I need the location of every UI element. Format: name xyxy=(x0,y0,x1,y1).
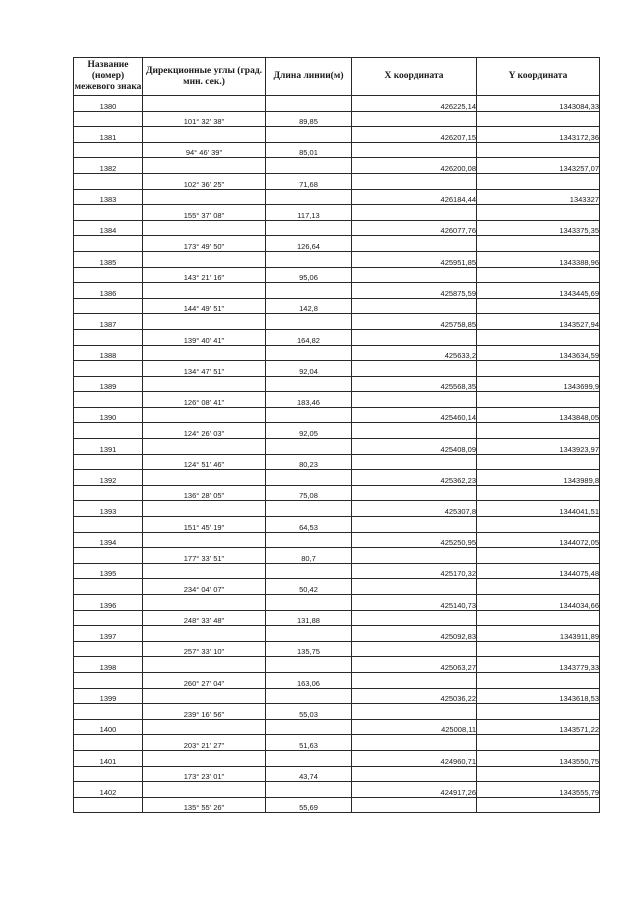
point-row xyxy=(74,563,600,579)
empty-cell xyxy=(477,142,600,158)
empty-cell xyxy=(266,657,352,673)
empty-cell xyxy=(477,485,600,501)
empty-cell xyxy=(352,361,477,377)
empty-cell xyxy=(143,158,266,174)
line-length: 142,8 xyxy=(266,298,352,314)
point-name: 1397 xyxy=(74,626,143,642)
empty-cell xyxy=(477,423,600,439)
point-name: 1386 xyxy=(74,283,143,299)
empty-cell xyxy=(266,470,352,486)
x-coordinate: 425307,8 xyxy=(352,501,477,517)
y-coordinate: 1344034,66 xyxy=(477,595,600,611)
segment-row xyxy=(74,517,600,533)
point-name: 1392 xyxy=(74,470,143,486)
line-length: 164,82 xyxy=(266,329,352,345)
empty-cell xyxy=(352,454,477,470)
direction-angle: 239° 16' 56" xyxy=(143,704,266,720)
direction-angle: 134° 47' 51" xyxy=(143,361,266,377)
empty-cell xyxy=(143,345,266,361)
y-coordinate: 1344072,05 xyxy=(477,532,600,548)
table-header-row xyxy=(74,58,600,96)
empty-cell xyxy=(477,579,600,595)
direction-angle: 124° 26' 03" xyxy=(143,423,266,439)
empty-cell xyxy=(352,610,477,626)
x-coordinate: 425092,83 xyxy=(352,626,477,642)
x-coordinate: 425063,27 xyxy=(352,657,477,673)
empty-cell xyxy=(352,641,477,657)
line-length: 55,03 xyxy=(266,704,352,720)
direction-angle: 101° 32' 38" xyxy=(143,111,266,127)
empty-cell xyxy=(477,205,600,221)
empty-cell xyxy=(143,189,266,205)
segment-row xyxy=(74,548,600,564)
empty-cell xyxy=(266,501,352,517)
point-name: 1385 xyxy=(74,251,143,267)
y-coordinate: 1343257,07 xyxy=(477,158,600,174)
empty-cell xyxy=(477,173,600,189)
x-coordinate: 425008,11 xyxy=(352,719,477,735)
empty-cell xyxy=(143,719,266,735)
point-row xyxy=(74,345,600,361)
point-row xyxy=(74,782,600,798)
x-coordinate: 425170,32 xyxy=(352,563,477,579)
x-coordinate: 426200,08 xyxy=(352,158,477,174)
y-coordinate: 1343327 xyxy=(477,189,600,205)
direction-angle: 136° 28' 05" xyxy=(143,485,266,501)
empty-cell xyxy=(266,158,352,174)
empty-cell xyxy=(143,314,266,330)
line-length: 50,42 xyxy=(266,579,352,595)
segment-row xyxy=(74,735,600,751)
point-name: 1388 xyxy=(74,345,143,361)
empty-cell xyxy=(143,595,266,611)
segment-row xyxy=(74,173,600,189)
empty-cell xyxy=(477,329,600,345)
direction-angle: 144° 49' 51" xyxy=(143,298,266,314)
empty-cell xyxy=(266,96,352,112)
empty-cell xyxy=(74,485,143,501)
line-length: 89,85 xyxy=(266,111,352,127)
segment-row xyxy=(74,392,600,408)
direction-angle: 124° 51' 46" xyxy=(143,454,266,470)
x-coordinate: 425951,85 xyxy=(352,251,477,267)
x-coordinate: 424960,71 xyxy=(352,750,477,766)
point-row xyxy=(74,719,600,735)
empty-cell xyxy=(352,392,477,408)
point-name: 1399 xyxy=(74,688,143,704)
direction-angle: 94° 46' 39" xyxy=(143,142,266,158)
y-coordinate: 1343779,33 xyxy=(477,657,600,673)
empty-cell xyxy=(352,672,477,688)
x-coordinate: 425633,2 xyxy=(352,345,477,361)
empty-cell xyxy=(352,236,477,252)
empty-cell xyxy=(74,142,143,158)
direction-angle: 139° 40' 41" xyxy=(143,329,266,345)
point-name: 1390 xyxy=(74,407,143,423)
direction-angle: 173° 49' 50" xyxy=(143,236,266,252)
empty-cell xyxy=(143,501,266,517)
point-name: 1402 xyxy=(74,782,143,798)
direction-angle: 143° 21' 16" xyxy=(143,267,266,283)
point-name: 1382 xyxy=(74,158,143,174)
empty-cell xyxy=(477,548,600,564)
segment-row xyxy=(74,610,600,626)
y-coordinate: 1343445,69 xyxy=(477,283,600,299)
empty-cell xyxy=(74,672,143,688)
point-row xyxy=(74,251,600,267)
empty-cell xyxy=(477,298,600,314)
y-coordinate: 1343911,89 xyxy=(477,626,600,642)
point-row xyxy=(74,283,600,299)
empty-cell xyxy=(74,205,143,221)
point-name: 1391 xyxy=(74,439,143,455)
line-length: 71,68 xyxy=(266,173,352,189)
y-coordinate: 1343848,05 xyxy=(477,407,600,423)
x-coordinate: 426184,44 xyxy=(352,189,477,205)
direction-angle: 177° 33' 51" xyxy=(143,548,266,564)
empty-cell xyxy=(352,704,477,720)
line-length: 80,7 xyxy=(266,548,352,564)
direction-angle: 126° 08' 41" xyxy=(143,392,266,408)
line-length: 95,06 xyxy=(266,267,352,283)
empty-cell xyxy=(266,439,352,455)
point-row xyxy=(74,626,600,642)
empty-cell xyxy=(477,797,600,813)
x-coordinate: 426077,76 xyxy=(352,220,477,236)
point-name: 1393 xyxy=(74,501,143,517)
point-row xyxy=(74,376,600,392)
empty-cell xyxy=(266,220,352,236)
empty-cell xyxy=(143,470,266,486)
direction-angle: 151° 45' 19" xyxy=(143,517,266,533)
empty-cell xyxy=(74,766,143,782)
point-row xyxy=(74,439,600,455)
empty-cell xyxy=(352,142,477,158)
empty-cell xyxy=(477,454,600,470)
point-name: 1396 xyxy=(74,595,143,611)
y-coordinate: 1343923,97 xyxy=(477,439,600,455)
point-row xyxy=(74,314,600,330)
segment-row xyxy=(74,142,600,158)
point-row xyxy=(74,407,600,423)
point-name: 1380 xyxy=(74,96,143,112)
header-direction-angles: Дирекционные углы (град. мин. сек.) xyxy=(143,58,266,96)
direction-angle: 234° 04' 07" xyxy=(143,579,266,595)
y-coordinate: 1343555,79 xyxy=(477,782,600,798)
segment-row xyxy=(74,672,600,688)
empty-cell xyxy=(143,626,266,642)
empty-cell xyxy=(266,407,352,423)
empty-cell xyxy=(143,532,266,548)
segment-row xyxy=(74,361,600,377)
line-length: 126,64 xyxy=(266,236,352,252)
empty-cell xyxy=(74,392,143,408)
x-coordinate: 425875,59 xyxy=(352,283,477,299)
coordinates-table xyxy=(73,57,600,813)
segment-row xyxy=(74,579,600,595)
empty-cell xyxy=(266,719,352,735)
header-line-length: Длина линии(м) xyxy=(266,58,352,96)
empty-cell xyxy=(266,376,352,392)
empty-cell xyxy=(143,283,266,299)
empty-cell xyxy=(143,251,266,267)
empty-cell xyxy=(143,782,266,798)
empty-cell xyxy=(74,236,143,252)
segment-row xyxy=(74,766,600,782)
y-coordinate: 1344041,51 xyxy=(477,501,600,517)
empty-cell xyxy=(477,704,600,720)
line-length: 117,13 xyxy=(266,205,352,221)
empty-cell xyxy=(352,485,477,501)
point-name: 1401 xyxy=(74,750,143,766)
point-row xyxy=(74,470,600,486)
direction-angle: 260° 27' 04" xyxy=(143,672,266,688)
y-coordinate: 1343388,96 xyxy=(477,251,600,267)
line-length: 51,63 xyxy=(266,735,352,751)
empty-cell xyxy=(74,361,143,377)
empty-cell xyxy=(477,517,600,533)
empty-cell xyxy=(143,407,266,423)
empty-cell xyxy=(477,735,600,751)
point-row xyxy=(74,657,600,673)
line-length: 131,88 xyxy=(266,610,352,626)
point-row xyxy=(74,688,600,704)
point-name: 1398 xyxy=(74,657,143,673)
empty-cell xyxy=(143,688,266,704)
empty-cell xyxy=(266,532,352,548)
empty-cell xyxy=(74,423,143,439)
empty-cell xyxy=(477,267,600,283)
empty-cell xyxy=(143,220,266,236)
point-name: 1381 xyxy=(74,127,143,143)
empty-cell xyxy=(266,345,352,361)
empty-cell xyxy=(143,127,266,143)
line-length: 43,74 xyxy=(266,766,352,782)
empty-cell xyxy=(477,392,600,408)
point-name: 1394 xyxy=(74,532,143,548)
point-name: 1384 xyxy=(74,220,143,236)
direction-angle: 135° 55' 26" xyxy=(143,797,266,813)
empty-cell xyxy=(74,517,143,533)
line-length: 80,23 xyxy=(266,454,352,470)
empty-cell xyxy=(477,610,600,626)
direction-angle: 257° 33' 10" xyxy=(143,641,266,657)
line-length: 163,06 xyxy=(266,672,352,688)
empty-cell xyxy=(74,111,143,127)
point-row xyxy=(74,158,600,174)
empty-cell xyxy=(352,579,477,595)
segment-row xyxy=(74,704,600,720)
direction-angle: 102° 36' 25" xyxy=(143,173,266,189)
segment-row xyxy=(74,454,600,470)
empty-cell xyxy=(477,641,600,657)
x-coordinate: 426225,14 xyxy=(352,96,477,112)
empty-cell xyxy=(143,439,266,455)
y-coordinate: 1343618,53 xyxy=(477,688,600,704)
empty-cell xyxy=(352,797,477,813)
empty-cell xyxy=(143,376,266,392)
x-coordinate: 425140,73 xyxy=(352,595,477,611)
point-row xyxy=(74,501,600,517)
direction-angle: 155° 37' 08" xyxy=(143,205,266,221)
x-coordinate: 425362,23 xyxy=(352,470,477,486)
segment-row xyxy=(74,111,600,127)
empty-cell xyxy=(352,173,477,189)
empty-cell xyxy=(143,563,266,579)
empty-cell xyxy=(352,517,477,533)
empty-cell xyxy=(74,641,143,657)
x-coordinate: 425036,22 xyxy=(352,688,477,704)
point-row xyxy=(74,127,600,143)
empty-cell xyxy=(266,314,352,330)
empty-cell xyxy=(266,283,352,299)
x-coordinate: 426207,15 xyxy=(352,127,477,143)
line-length: 92,04 xyxy=(266,361,352,377)
line-length: 183,46 xyxy=(266,392,352,408)
point-row xyxy=(74,595,600,611)
direction-angle: 203° 21' 27" xyxy=(143,735,266,751)
empty-cell xyxy=(74,267,143,283)
y-coordinate: 1343989,8 xyxy=(477,470,600,486)
y-coordinate: 1343527,94 xyxy=(477,314,600,330)
empty-cell xyxy=(74,548,143,564)
x-coordinate: 425250,95 xyxy=(352,532,477,548)
empty-cell xyxy=(74,329,143,345)
point-name: 1400 xyxy=(74,719,143,735)
point-row xyxy=(74,750,600,766)
empty-cell xyxy=(477,361,600,377)
point-row xyxy=(74,220,600,236)
y-coordinate: 1343172,36 xyxy=(477,127,600,143)
y-coordinate: 1343571,22 xyxy=(477,719,600,735)
line-length: 75,08 xyxy=(266,485,352,501)
line-length: 135,75 xyxy=(266,641,352,657)
line-length: 85,01 xyxy=(266,142,352,158)
point-name: 1389 xyxy=(74,376,143,392)
empty-cell xyxy=(352,205,477,221)
empty-cell xyxy=(74,704,143,720)
y-coordinate: 1344075,48 xyxy=(477,563,600,579)
empty-cell xyxy=(74,298,143,314)
x-coordinate: 425758,85 xyxy=(352,314,477,330)
x-coordinate: 425408,09 xyxy=(352,439,477,455)
empty-cell xyxy=(74,797,143,813)
line-length: 92,05 xyxy=(266,423,352,439)
empty-cell xyxy=(74,579,143,595)
segment-row xyxy=(74,423,600,439)
y-coordinate: 1343634,59 xyxy=(477,345,600,361)
empty-cell xyxy=(352,548,477,564)
line-length: 55,69 xyxy=(266,797,352,813)
direction-angle: 173° 23' 01" xyxy=(143,766,266,782)
empty-cell xyxy=(477,236,600,252)
empty-cell xyxy=(74,454,143,470)
empty-cell xyxy=(266,189,352,205)
empty-cell xyxy=(266,626,352,642)
y-coordinate: 1343375,35 xyxy=(477,220,600,236)
empty-cell xyxy=(477,672,600,688)
empty-cell xyxy=(352,329,477,345)
point-name: 1383 xyxy=(74,189,143,205)
empty-cell xyxy=(266,251,352,267)
empty-cell xyxy=(143,96,266,112)
empty-cell xyxy=(352,267,477,283)
empty-cell xyxy=(352,423,477,439)
segment-row xyxy=(74,267,600,283)
segment-row xyxy=(74,641,600,657)
empty-cell xyxy=(143,657,266,673)
segment-row xyxy=(74,797,600,813)
point-name: 1395 xyxy=(74,563,143,579)
segment-row xyxy=(74,329,600,345)
segment-row xyxy=(74,485,600,501)
x-coordinate: 425568,35 xyxy=(352,376,477,392)
y-coordinate: 1343550,75 xyxy=(477,750,600,766)
y-coordinate: 1343699,9 xyxy=(477,376,600,392)
point-row xyxy=(74,96,600,112)
empty-cell xyxy=(266,595,352,611)
empty-cell xyxy=(266,688,352,704)
x-coordinate: 425460,14 xyxy=(352,407,477,423)
empty-cell xyxy=(266,782,352,798)
line-length: 64,53 xyxy=(266,517,352,533)
empty-cell xyxy=(352,298,477,314)
empty-cell xyxy=(477,766,600,782)
point-name: 1387 xyxy=(74,314,143,330)
empty-cell xyxy=(74,173,143,189)
point-row xyxy=(74,532,600,548)
direction-angle: 248° 33' 48" xyxy=(143,610,266,626)
point-row xyxy=(74,189,600,205)
segment-row xyxy=(74,298,600,314)
y-coordinate: 1343084,33 xyxy=(477,96,600,112)
empty-cell xyxy=(266,750,352,766)
empty-cell xyxy=(143,750,266,766)
empty-cell xyxy=(266,563,352,579)
empty-cell xyxy=(266,127,352,143)
empty-cell xyxy=(74,735,143,751)
header-x-coordinate: X координата xyxy=(352,58,477,96)
x-coordinate: 424917,26 xyxy=(352,782,477,798)
segment-row xyxy=(74,205,600,221)
header-point-name: Название (номер) межевого знака xyxy=(74,58,143,96)
empty-cell xyxy=(74,610,143,626)
empty-cell xyxy=(352,735,477,751)
empty-cell xyxy=(352,766,477,782)
segment-row xyxy=(74,236,600,252)
empty-cell xyxy=(477,111,600,127)
empty-cell xyxy=(352,111,477,127)
header-y-coordinate: Y координата xyxy=(477,58,600,96)
